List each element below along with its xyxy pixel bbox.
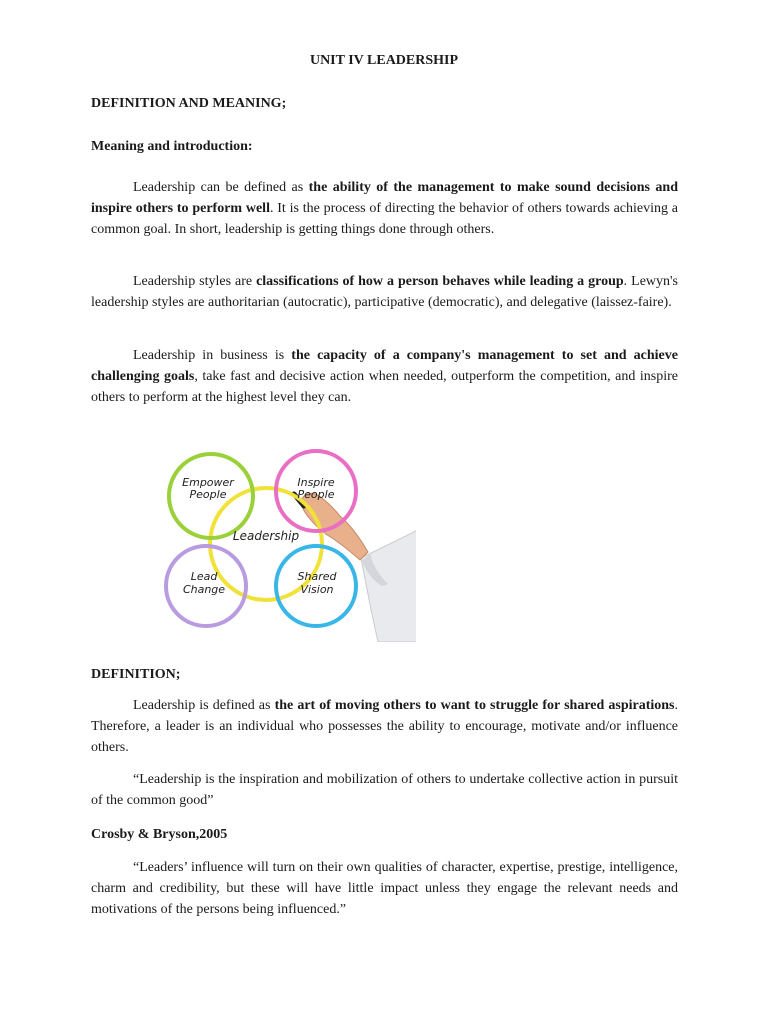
paragraph-text: , take fast and decisive action when needed, outperform the competition, and inspire others to perform at the highest level they can. [91, 369, 678, 405]
paragraph-leadership-styles [91, 271, 678, 313]
paragraph-text: . It is the process of directing the behavior of others towards achieving a common goal. In short, leadership is getting things done through others. [91, 201, 678, 237]
label-inspire: Inspire [297, 476, 335, 489]
label-leadership: Leadership [232, 529, 300, 543]
paragraph-text: Leadership can be defined as [133, 180, 309, 195]
paragraph-text: Leadership styles are [133, 274, 257, 289]
heading-definition-and-meaning: DEFINITION AND MEANING; [91, 96, 287, 111]
paragraph-bold-text: the art of moving others to want to struggle for shared aspirations [274, 698, 675, 713]
paragraph-text: . Therefore, a leader is an individual who possesses the ability to encourage, motivate and/or influence others. [91, 698, 678, 755]
paragraph-bold-text: the capacity of a company's management to set and achieve challenging goals [91, 348, 678, 384]
quote-common-good: “Leadership is the inspiration and mobilization of others to undertake collective action in pursuit of the common good” [91, 772, 678, 808]
paragraph-text: Leadership is defined as [133, 698, 275, 713]
label-vision: Vision [300, 583, 334, 596]
label-people-1: People [189, 488, 227, 501]
paragraph-text: . Lewyn's leadership styles are authoritarian (autocratic), participative (democratic), and delegative (laissez-faire). [91, 274, 678, 310]
citation-crosby-bryson: Crosby & Bryson,2005 [91, 827, 228, 842]
paragraph-leadership-in-business [91, 345, 678, 408]
label-change: Change [182, 583, 226, 596]
paragraph-leadership-defined [91, 695, 678, 758]
label-people-2: People [297, 488, 335, 501]
paragraph-leadership-definition [91, 177, 678, 240]
paragraph-bold-text: the ability of the management to make sound decisions and inspire others to perform well [91, 180, 678, 216]
leadership-diagram-image [156, 446, 416, 642]
paragraph-text: Leadership in business is [133, 348, 292, 363]
label-shared: Shared [297, 570, 337, 583]
label-lead: Lead [190, 570, 218, 583]
quote-leaders-influence: “Leaders’ influence will turn on their own qualities of character, expertise, prestige, intelligence, charm and credibility, but these will have little impact unless they engage the relevant needs and motivations of the persons being influenced.” [91, 860, 678, 917]
page-title: UNIT IV LEADERSHIP [309, 53, 459, 68]
label-empower: Empower [182, 476, 234, 489]
heading-definition: DEFINITION; [91, 667, 181, 682]
paragraph-bold-text: classifications of how a person behaves while leading a group [256, 274, 624, 289]
heading-meaning-and-introduction: Meaning and introduction: [91, 139, 253, 154]
